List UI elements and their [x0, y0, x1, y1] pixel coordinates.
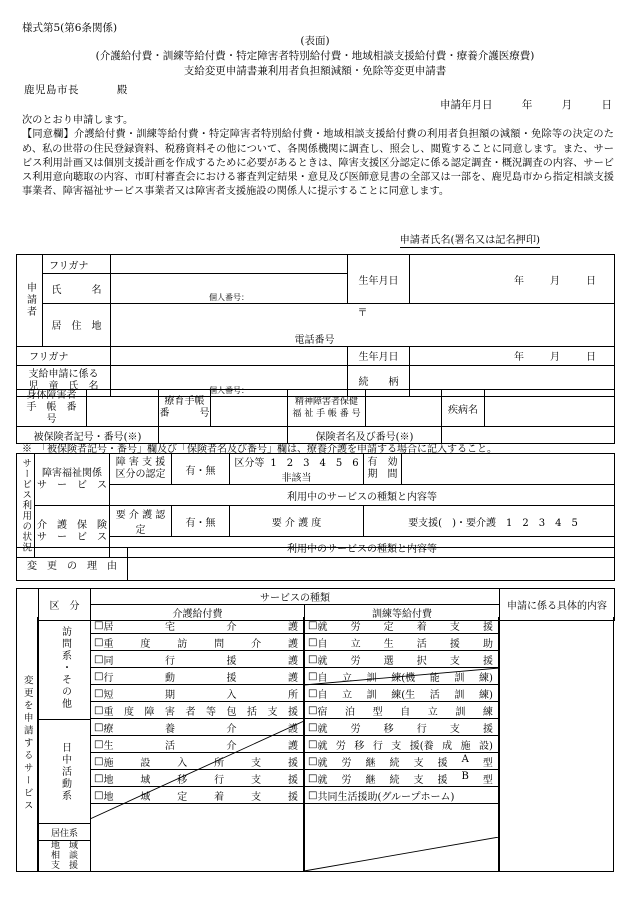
diagonal-strike-kaigo [90, 720, 304, 820]
ryoiku-certificate-input[interactable] [211, 390, 288, 427]
kaigo-header: 介護給付費 [91, 605, 305, 621]
applicant-address-label: 居 住 地 [43, 304, 111, 347]
service-checkbox-row[interactable] [91, 634, 304, 651]
service-checkbox-label: 自 立 訓 練(生 活 訓 練) [317, 689, 493, 701]
applicant-birth-input[interactable]: 年 月 日 [410, 255, 615, 304]
child-birth-label: 生年月日 [348, 346, 410, 365]
detail-header: 申請に係る具体的内容 [500, 589, 615, 621]
valid-period-input[interactable] [402, 454, 615, 485]
side-label: (表面) [300, 35, 330, 47]
welfare-service-label: 障害福祉関係 サ ー ビ ス [35, 454, 110, 506]
service-checkbox-label: 同 行 援 護 [103, 655, 298, 667]
service-checkbox-row[interactable] [305, 685, 499, 702]
service-type-header: サービスの種類 [91, 589, 500, 605]
checkbox-icon[interactable]: □ [94, 738, 104, 750]
diagonal-strike-kunren-lower [304, 837, 499, 872]
division-cell[interactable]: 区分等 1 2 3 4 5 6 非該当 [230, 454, 364, 485]
service-checkbox-row[interactable] [305, 617, 499, 634]
service-checkbox-label: 生 活 介 護 [103, 740, 298, 752]
checkbox-icon[interactable]: □ [308, 789, 318, 801]
service-status-table [16, 453, 615, 558]
checkbox-icon[interactable]: □ [94, 670, 104, 682]
applicant-furigana-input[interactable] [111, 255, 348, 274]
insurer-name-label: 保険者名及び番号(※) [288, 427, 442, 444]
service-checkbox-row[interactable] [305, 787, 499, 804]
service-checkbox-label: 就 労 継 続 支 援 B 型 [317, 770, 493, 786]
applicant-phone-label: 電話番号 [111, 331, 615, 347]
form-title-line1: (介護給付費・訓練等給付費・特定障害者特別給付費・地域相談支援給付費・療養介護医療費) [95, 50, 535, 62]
applicant-furigana-label: フリガナ [43, 255, 111, 274]
service-checkbox-label: 就 労 定 着 支 援 [317, 621, 493, 633]
service-checkbox-row[interactable] [305, 719, 499, 736]
addressee [24, 82, 128, 97]
valid-period-label: 有 効 期 間 [364, 454, 402, 485]
disease-name-label: 疾病名 [442, 390, 485, 427]
addressee-name: 鹿児島市長 [24, 84, 79, 96]
group-label-residential: 居住系 [38, 824, 90, 841]
checkbox-icon[interactable]: □ [94, 636, 104, 648]
service-change-vertical-label: 変更を申請するサービス [16, 617, 38, 872]
child-name-input[interactable]: 個人番号： [111, 365, 348, 396]
application-date-year: 年 [521, 99, 533, 111]
service-checkbox-label: 地 域 定 着 支 援 [103, 791, 298, 803]
service-checkbox-row[interactable] [305, 770, 499, 787]
kunren-checkbox-column [304, 617, 499, 872]
checkbox-icon[interactable]: □ [308, 721, 318, 733]
service-group-labels [38, 617, 90, 872]
service-checkbox-row[interactable] [305, 702, 499, 719]
applicant-birth-label: 生年月日 [348, 255, 410, 304]
form-title-line2: 支給変更申請書兼利用者負担額減額・免除等変更申請書 [183, 65, 447, 77]
service-checkbox-label: 短 期 入 所 [103, 689, 298, 701]
checkbox-icon[interactable]: □ [308, 670, 318, 682]
child-birth-input[interactable]: 年 月 日 [410, 346, 615, 365]
service-checkbox-label: 地 域 移 行 支 援 [103, 774, 298, 786]
checkbox-icon[interactable]: □ [308, 704, 318, 716]
checkbox-icon[interactable]: □ [308, 755, 318, 767]
service-checkbox-label: 宿 泊 型 自 立 訓 練 [317, 706, 493, 718]
service-checkbox-row[interactable] [305, 634, 499, 651]
checkbox-icon[interactable]: □ [308, 636, 318, 648]
ryoiku-certificate-label: 療育手帳 番 号 [159, 390, 211, 427]
division-header: 区 分 [39, 589, 91, 621]
care-level-values[interactable]: 要支援( )・要介護 1 2 3 4 5 [364, 506, 615, 537]
checkbox-icon[interactable]: □ [94, 704, 104, 716]
application-date-label: 申請年月日 [439, 99, 493, 111]
child-name-label: 支給申請に係る 児 童 氏 名 [17, 365, 111, 396]
group-label-community: 地 域 相 談 支 援 [38, 841, 90, 872]
checkbox-icon[interactable]: □ [94, 772, 104, 784]
checkbox-icon[interactable]: □ [94, 653, 104, 665]
application-date-month: 月 [561, 99, 573, 111]
insured-number-label: 被保険者記号・番号(※) [17, 427, 159, 444]
child-furigana-input[interactable] [111, 346, 348, 365]
service-checkbox-row[interactable] [91, 702, 304, 719]
applicant-address-input[interactable]: 〒 [111, 304, 615, 331]
physical-certificate-label: 身体障害者 手 帳 番 号 [17, 390, 87, 427]
child-furigana-label: フリガナ [17, 346, 111, 365]
group-label-daytime: 日中活動系 [38, 720, 90, 824]
change-reason-table [16, 547, 615, 581]
child-relation-label: 続 柄 [348, 365, 410, 396]
checkbox-icon[interactable]: □ [308, 653, 318, 665]
classification-yes-no[interactable]: 有・無 [172, 454, 230, 485]
service-checkbox-label: 療 養 介 護 [103, 723, 298, 735]
applicant-section-label: 申請者 [17, 255, 43, 347]
classification-label: 障 害 支 援 区分の認定 [110, 454, 172, 485]
consent-block [22, 114, 614, 200]
checkbox-icon[interactable]: □ [308, 687, 318, 699]
service-checkbox-label: 自 立 生 活 援 助 [317, 638, 493, 650]
service-checkbox-label: 就 労 移 行 支 援(養 成 施 設) [317, 740, 493, 752]
physical-certificate-input[interactable] [87, 390, 159, 427]
service-checkbox-label: 共同生活援助(グループホーム) [317, 791, 455, 803]
service-checkbox-label: 就 労 継 続 支 援 A 型 [317, 753, 493, 769]
care-level-label: 要 介 護 度 [230, 506, 364, 537]
disease-name-input[interactable] [485, 390, 615, 427]
service-checkbox-label: 就 労 選 択 支 援 [317, 655, 493, 667]
detail-content-input[interactable] [499, 617, 614, 872]
applicant-name-input[interactable]: 個人番号： [111, 274, 348, 304]
certificates-table [16, 389, 615, 444]
form-number: 様式第5(第6条関係) [22, 22, 118, 34]
checkbox-icon[interactable]: □ [94, 755, 104, 767]
checkbox-icon[interactable]: □ [308, 772, 318, 784]
checkbox-icon[interactable]: □ [308, 619, 318, 631]
service-checkbox-row[interactable] [91, 651, 304, 668]
service-checkbox-row[interactable] [305, 736, 499, 753]
change-reason-input[interactable] [128, 548, 615, 581]
welfare-in-use-input[interactable]: 利用中のサービスの種類と内容等 [110, 485, 615, 506]
mental-certificate-label: 精神障害者保健 福 祉 手 帳 番 号 [288, 390, 366, 427]
kunren-header: 訓練等給付費 [305, 605, 500, 621]
care-certification-label: 要 介 護 認 定 [110, 506, 172, 537]
applicant-name-label: 氏 名 [43, 274, 111, 304]
checkbox-icon[interactable]: □ [94, 721, 104, 733]
signature-label: 申請者氏名(署名又は記名押印) [400, 231, 540, 248]
service-checkbox-row[interactable] [91, 685, 304, 702]
service-change-section-label [17, 589, 39, 621]
group-label-visiting: 訪問系・その他 [38, 617, 90, 720]
service-status-section-label: サービス利用の状況 [17, 454, 35, 558]
service-checkbox-row[interactable] [91, 668, 304, 685]
consent-body: 【同意欄】介護給付費・訓練等給付費・特定障害者特別給付費・地域相談支援給付費の利用者負担額の減額・免除等の決定のため、私の世帯の住民登録資料、税務資料その他について、各関係機関に調査し、照会し、閲覧することに同意します。また、サービス利用計画又は個別支援計画を作成するために必要があるときは、障害支援区分認定に係る認定調査・概況調査の内容、サービス利用意向聴取の内容、市町村審査会における審査判定結果・意見及び医師意見書の全部又は一部を、鹿児島市から指定相談支援事業者、障害福祉サービス事業者又は障害者支援施設の関係人に提示することに同意します。 [22, 129, 614, 198]
service-checkbox-label: 重 度 障 害 者 等 包 括 支 援 [103, 706, 298, 718]
checkbox-icon[interactable]: □ [94, 619, 104, 631]
consent-intro: 次のとおり申請します。 [22, 115, 134, 126]
service-checkbox-row[interactable] [305, 651, 499, 668]
checkbox-icon[interactable]: □ [308, 738, 318, 750]
service-checkbox-row[interactable] [91, 617, 304, 634]
certificates-footnote: ※ 「被保険者記号・番号」欄及び「保険者名及び番号」欄は、療養介護を申請する場合に記入すること。 [22, 444, 497, 455]
diagonal-strike-kunren-upper [304, 668, 499, 686]
service-checkbox-label: 就 労 移 行 支 援 [317, 723, 493, 735]
service-checkbox-label: 施 設 入 所 支 援 [103, 757, 298, 769]
care-in-use-input[interactable]: 利用中のサービスの種類と内容等 [110, 537, 615, 558]
application-date-day: 日 [601, 99, 612, 111]
service-checkbox-row[interactable] [305, 753, 499, 770]
care-insurance-label: 介 護 保 険 サ ー ビ ス [35, 506, 110, 558]
checkbox-icon[interactable]: □ [94, 789, 104, 801]
service-checkbox-label: 行 動 援 護 [103, 672, 298, 684]
application-date-row [440, 97, 612, 112]
service-checkbox-label: 自 立 訓 練(機 能 訓 練) [317, 672, 493, 684]
care-certification-yes-no[interactable]: 有・無 [172, 506, 230, 537]
checkbox-icon[interactable]: □ [94, 687, 104, 699]
addressee-honorific: 殿 [116, 84, 128, 96]
mental-certificate-input[interactable] [366, 390, 442, 427]
service-checkbox-label: 重 度 訪 問 介 護 [103, 638, 298, 650]
change-reason-label: 変 更 の 理 由 [17, 548, 128, 581]
applicant-table [16, 254, 615, 397]
service-checkbox-label: 居 宅 介 護 [103, 621, 298, 633]
